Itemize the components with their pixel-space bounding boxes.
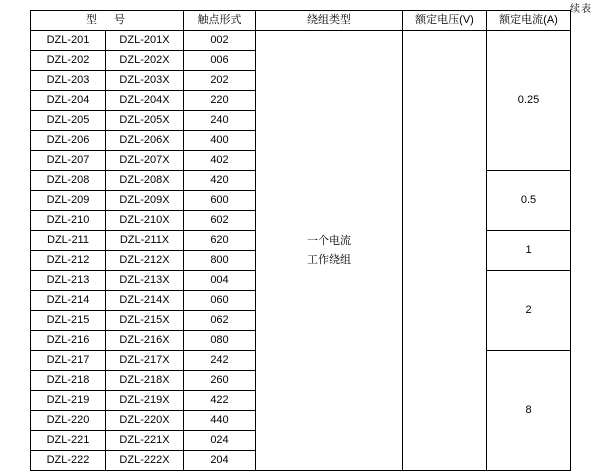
cell-model-b: DZL-203X [106,71,184,91]
cell-contact-form: 060 [184,291,256,311]
cell-contact-form: 440 [184,411,256,431]
cell-model-a: DZL-215 [31,311,106,331]
cell-model-a: DZL-218 [31,371,106,391]
cell-model-a: DZL-207 [31,151,106,171]
winding-type-line: 一个电流 [307,234,351,247]
cell-model-a: DZL-201 [31,31,106,51]
cell-model-a: DZL-205 [31,111,106,131]
cell-model-a: DZL-212 [31,251,106,271]
cell-model-b: DZL-216X [106,331,184,351]
cell-model-b: DZL-206X [106,131,184,151]
cell-contact-form: 240 [184,111,256,131]
cell-contact-form: 260 [184,371,256,391]
cell-model-b: DZL-204X [106,91,184,111]
cell-model-a: DZL-220 [31,411,106,431]
cell-model-a: DZL-213 [31,271,106,291]
column-header-contact-form: 触点形式 [184,11,256,31]
cell-model-b: DZL-207X [106,151,184,171]
cell-model-a: DZL-210 [31,211,106,231]
cell-model-b: DZL-215X [106,311,184,331]
table-body [31,31,571,471]
cell-model-a: DZL-204 [31,91,106,111]
cell-model-b: DZL-211X [106,231,184,251]
cell-contact-form: 400 [184,131,256,151]
cell-contact-form: 006 [184,51,256,71]
column-header-rated-current: 额定电流(A) [487,11,571,31]
table-header [31,11,571,31]
cell-model-b: DZL-222X [106,451,184,471]
cell-model-b: DZL-212X [106,251,184,271]
cell-model-b: DZL-221X [106,431,184,451]
cell-contact-form: 062 [184,311,256,331]
cell-contact-form: 004 [184,271,256,291]
cell-model-a: DZL-221 [31,431,106,451]
cell-model-b: DZL-210X [106,211,184,231]
column-header-model: 型 号 [31,11,184,31]
cell-model-a: DZL-216 [31,331,106,351]
cell-contact-form: 402 [184,151,256,171]
cell-model-b: DZL-202X [106,51,184,71]
cell-rated-voltage [403,31,487,471]
cell-model-b: DZL-214X [106,291,184,311]
table-header-row [31,11,571,31]
cell-contact-form: 620 [184,231,256,251]
cell-model-a: DZL-202 [31,51,106,71]
cell-rated-current: 2 [487,271,571,351]
cell-winding-type [256,31,403,471]
cell-contact-form: 602 [184,211,256,231]
cell-model-b: DZL-209X [106,191,184,211]
cell-model-b: DZL-208X [106,171,184,191]
cell-rated-current: 0.25 [487,31,571,171]
cell-contact-form: 422 [184,391,256,411]
cell-model-b: DZL-205X [106,111,184,131]
cell-model-b: DZL-217X [106,351,184,371]
cell-model-b: DZL-219X [106,391,184,411]
cell-contact-form: 202 [184,71,256,91]
cell-model-b: DZL-213X [106,271,184,291]
cell-contact-form: 242 [184,351,256,371]
cell-contact-form: 024 [184,431,256,451]
cell-model-a: DZL-203 [31,71,106,91]
cell-contact-form: 800 [184,251,256,271]
cell-model-a: DZL-209 [31,191,106,211]
cell-rated-current: 1 [487,231,571,271]
winding-type-line: 工作绕组 [307,253,351,266]
cell-rated-current: 0.5 [487,171,571,231]
continued-table-label: 续表 [570,4,592,15]
cell-model-a: DZL-222 [31,451,106,471]
cell-model-a: DZL-206 [31,131,106,151]
cell-model-a: DZL-208 [31,171,106,191]
column-header-rated-voltage: 额定电压(V) [403,11,487,31]
cell-contact-form: 002 [184,31,256,51]
table-row [31,31,571,51]
cell-contact-form: 220 [184,91,256,111]
cell-contact-form: 600 [184,191,256,211]
specification-table [30,10,571,471]
cell-model-a: DZL-214 [31,291,106,311]
cell-rated-current: 8 [487,351,571,471]
cell-model-a: DZL-217 [31,351,106,371]
column-header-winding-type: 绕组类型 [256,11,403,31]
cell-model-b: DZL-218X [106,371,184,391]
cell-model-b: DZL-220X [106,411,184,431]
cell-contact-form: 080 [184,331,256,351]
cell-contact-form: 420 [184,171,256,191]
cell-model-a: DZL-219 [31,391,106,411]
cell-contact-form: 204 [184,451,256,471]
cell-model-b: DZL-201X [106,31,184,51]
cell-model-a: DZL-211 [31,231,106,251]
